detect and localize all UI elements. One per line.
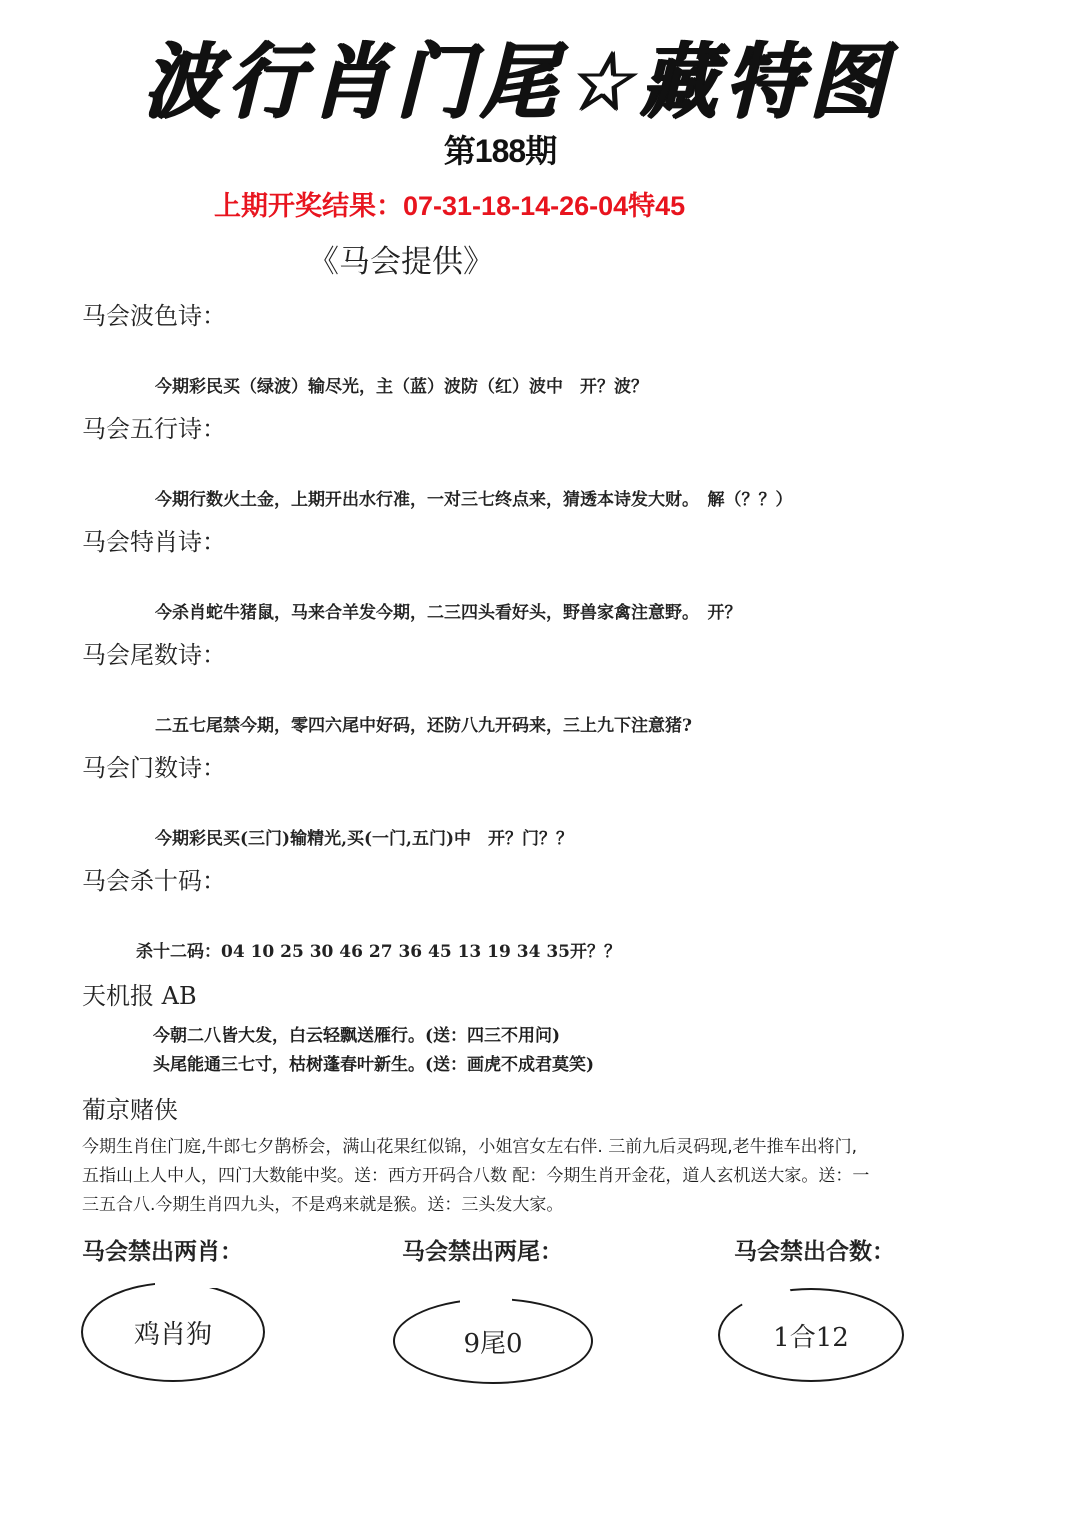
ban-tail-label: 马会禁出两尾： [402,1238,563,1265]
issue-number: 第188期 [443,133,557,169]
section-heading-kill-numbers: 马会杀十码： [82,867,226,895]
poem-special-zodiac: 今杀肖蛇牛猪鼠，马来合羊发今期，二三四头看好头，野兽家禽注意野。 开？ [155,603,742,623]
title-char: 图 [804,33,903,130]
poem-tail-number: 二五七尾禁今期，零四六尾中好码，还防八九开码来，三上九下注意猪? [155,716,692,736]
tianji-line-2: 头尾能通三七寸，枯树蓬春叶新生。(送：画虎不成君莫笑) [153,1055,595,1075]
title-char: 特 [719,33,818,130]
provider-label: 《马会提供》 [308,244,494,280]
last-draw-result: 上期开奖结果：07-31-18-14-26-04特45 [214,191,686,221]
ban-tail-ellipse [393,1298,593,1384]
ban-sum-label: 马会禁出合数： [734,1238,895,1265]
section-heading-door-number: 马会门数诗： [82,754,226,782]
ellipse-gap [155,1278,225,1288]
title-char: 行 [222,33,321,130]
title-char: 波 [138,33,237,130]
page-title [138,33,903,130]
ban-zodiac-value: 鸡肖狗 [133,1319,212,1350]
poem-door-number: 今期彩民买(三门)输精光,买(一门,五门)中 开？门？？ [155,829,574,849]
ban-sum-value: 1合12 [773,1322,849,1353]
title-char: 尾 [475,33,573,130]
pujing-line-2: 五指山上人中人，四门大数能中奖。送：西方开码合八数 配：今期生肖开金花，道人玄机送大家。送：一 [82,1166,870,1186]
section-heading-wave-color: 马会波色诗： [82,302,226,330]
ban-zodiac-ellipse [81,1282,265,1382]
section-heading-pujing: 葡京赌侠 [82,1096,178,1124]
title-char: 藏 [635,33,734,130]
section-heading-special-zodiac: 马会特肖诗： [82,528,226,556]
star-icon: ☆ [559,33,650,130]
ban-zodiac-label: 马会禁出两肖： [82,1238,243,1265]
tianji-line-1: 今朝二八皆大发，白云轻飘送雁行。(送：四三不用问) [153,1026,561,1046]
section-heading-tianji: 天机报 AB [82,982,197,1010]
pujing-line-3: 三五合八.今期生肖四九头，不是鸡来就是猴。送：三头发大家。 [82,1195,564,1215]
pujing-line-1: 今期生肖住门庭,牛郎七夕鹊桥会，满山花果红似锦，小姐宫女左右伴. 三前九后灵码现,老牛推车出将门, [82,1137,858,1157]
poem-wave-color: 今期彩民买（绿波）输尽光，主（蓝）波防（红）波中 开？波？ [155,377,648,397]
title-char: 门 [390,33,489,130]
section-heading-tail-number: 马会尾数诗： [82,641,226,669]
kill-twelve-numbers: 杀十二码：04 10 25 30 46 27 36 45 13 19 34 35开？？ [136,942,621,962]
ellipse-gap [460,1294,512,1304]
section-heading-five-elements: 马会五行诗： [82,415,226,443]
poem-five-elements: 今期行数火土金，上期开出水行准，一对三七终点来，猜透本诗发大财。 解（？？） [155,490,793,510]
ban-tail-value: 9尾0 [463,1328,523,1359]
title-char: 肖 [306,33,405,130]
